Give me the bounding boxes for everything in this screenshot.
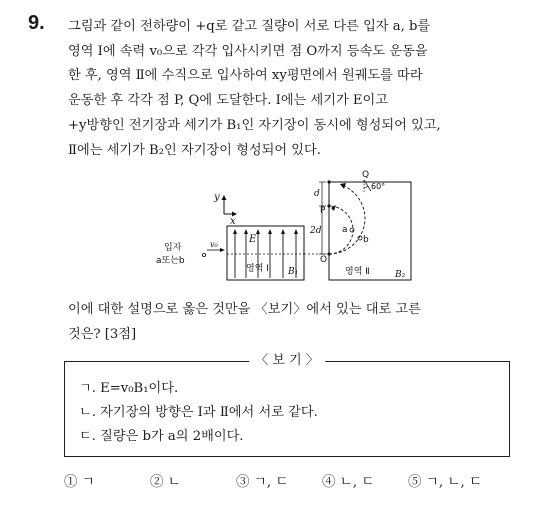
2d-label: 2d [310, 226, 322, 236]
diagram-svg [150, 170, 430, 300]
o-label: O [320, 255, 328, 265]
particle-label-ab: a또는b [156, 256, 185, 266]
choice-4[interactable]: ④ ㄴ, ㄷ [322, 474, 375, 490]
question-prompt [68, 298, 512, 347]
particle-label: 입자 [164, 243, 182, 253]
question-line: 운동한 후 각각 점 P, Q에 도달한다. Ⅰ에는 세기가 E이고 [68, 93, 388, 109]
b1-label: B₁ [288, 267, 299, 277]
physics-diagram [150, 170, 430, 300]
question-line: +y방향인 전기장과 세기가 B₁인 자기장이 동시에 형성되어 있고, [68, 117, 441, 133]
bogi-item: ㄴ. 자기장의 방향은 Ⅰ과 Ⅱ에서 서로 같다. [79, 405, 318, 420]
bogi-items [79, 377, 318, 449]
bogi-box [64, 353, 510, 457]
axis-x-label: x [230, 216, 236, 227]
choice-1[interactable]: ① ㄱ [64, 474, 95, 490]
question-text [68, 15, 512, 163]
bogi-item: ㄷ. 질량은 b가 a의 2배이다. [79, 429, 244, 444]
b2-label: B₂ [395, 270, 406, 280]
angle-label: 60° [371, 182, 386, 191]
prompt-line: 이에 대한 설명으로 옳은 것만을 〈보기〉에서 있는 대로 고른 [68, 302, 421, 317]
b-label: b [363, 235, 369, 245]
axes-icon [213, 192, 237, 227]
p-label: P [320, 206, 326, 216]
question-number: 9. [28, 12, 45, 34]
v0-label: v₀ [210, 240, 218, 249]
choice-2[interactable]: ② ㄴ [150, 474, 181, 490]
question-line: 그림과 같이 전하량이 +q로 같고 질량이 서로 다른 입자 a, b를 [68, 19, 431, 34]
question-line: 한 후, 영역 Ⅱ에 수직으로 입사하여 xy평면에서 원궤도를 따라 [68, 68, 423, 84]
point-p [327, 204, 330, 207]
question-line: 영역 Ⅰ에 속력 v₀으로 각각 입사시키면 점 O까지 등속도 운동을 [68, 43, 428, 59]
choice-5[interactable]: ⑤ ㄱ, ㄴ, ㄷ [408, 474, 483, 490]
a-label: a [342, 225, 348, 235]
bogi-title: 〈 보 기 〉 [249, 352, 325, 370]
e-label: E [249, 234, 257, 245]
prompt-line: 것은? [3점] [68, 326, 137, 342]
arc-b [329, 186, 365, 254]
region2-label: 영역 Ⅱ [345, 267, 370, 277]
axis-y-label: y [214, 192, 220, 203]
choice-3[interactable]: ③ ㄱ, ㄷ [236, 474, 289, 490]
q-label: Q [362, 170, 370, 180]
particle-dot [202, 253, 205, 256]
arc-a [329, 206, 353, 254]
question-line: Ⅱ에는 세기가 B₂인 자기장이 형성되어 있다. [68, 142, 321, 158]
point-q [327, 180, 330, 183]
region1-label: 영역 Ⅰ [246, 264, 269, 274]
d-label: d [314, 189, 320, 199]
bogi-item: ㄱ. E=v₀B₁이다. [79, 381, 179, 396]
